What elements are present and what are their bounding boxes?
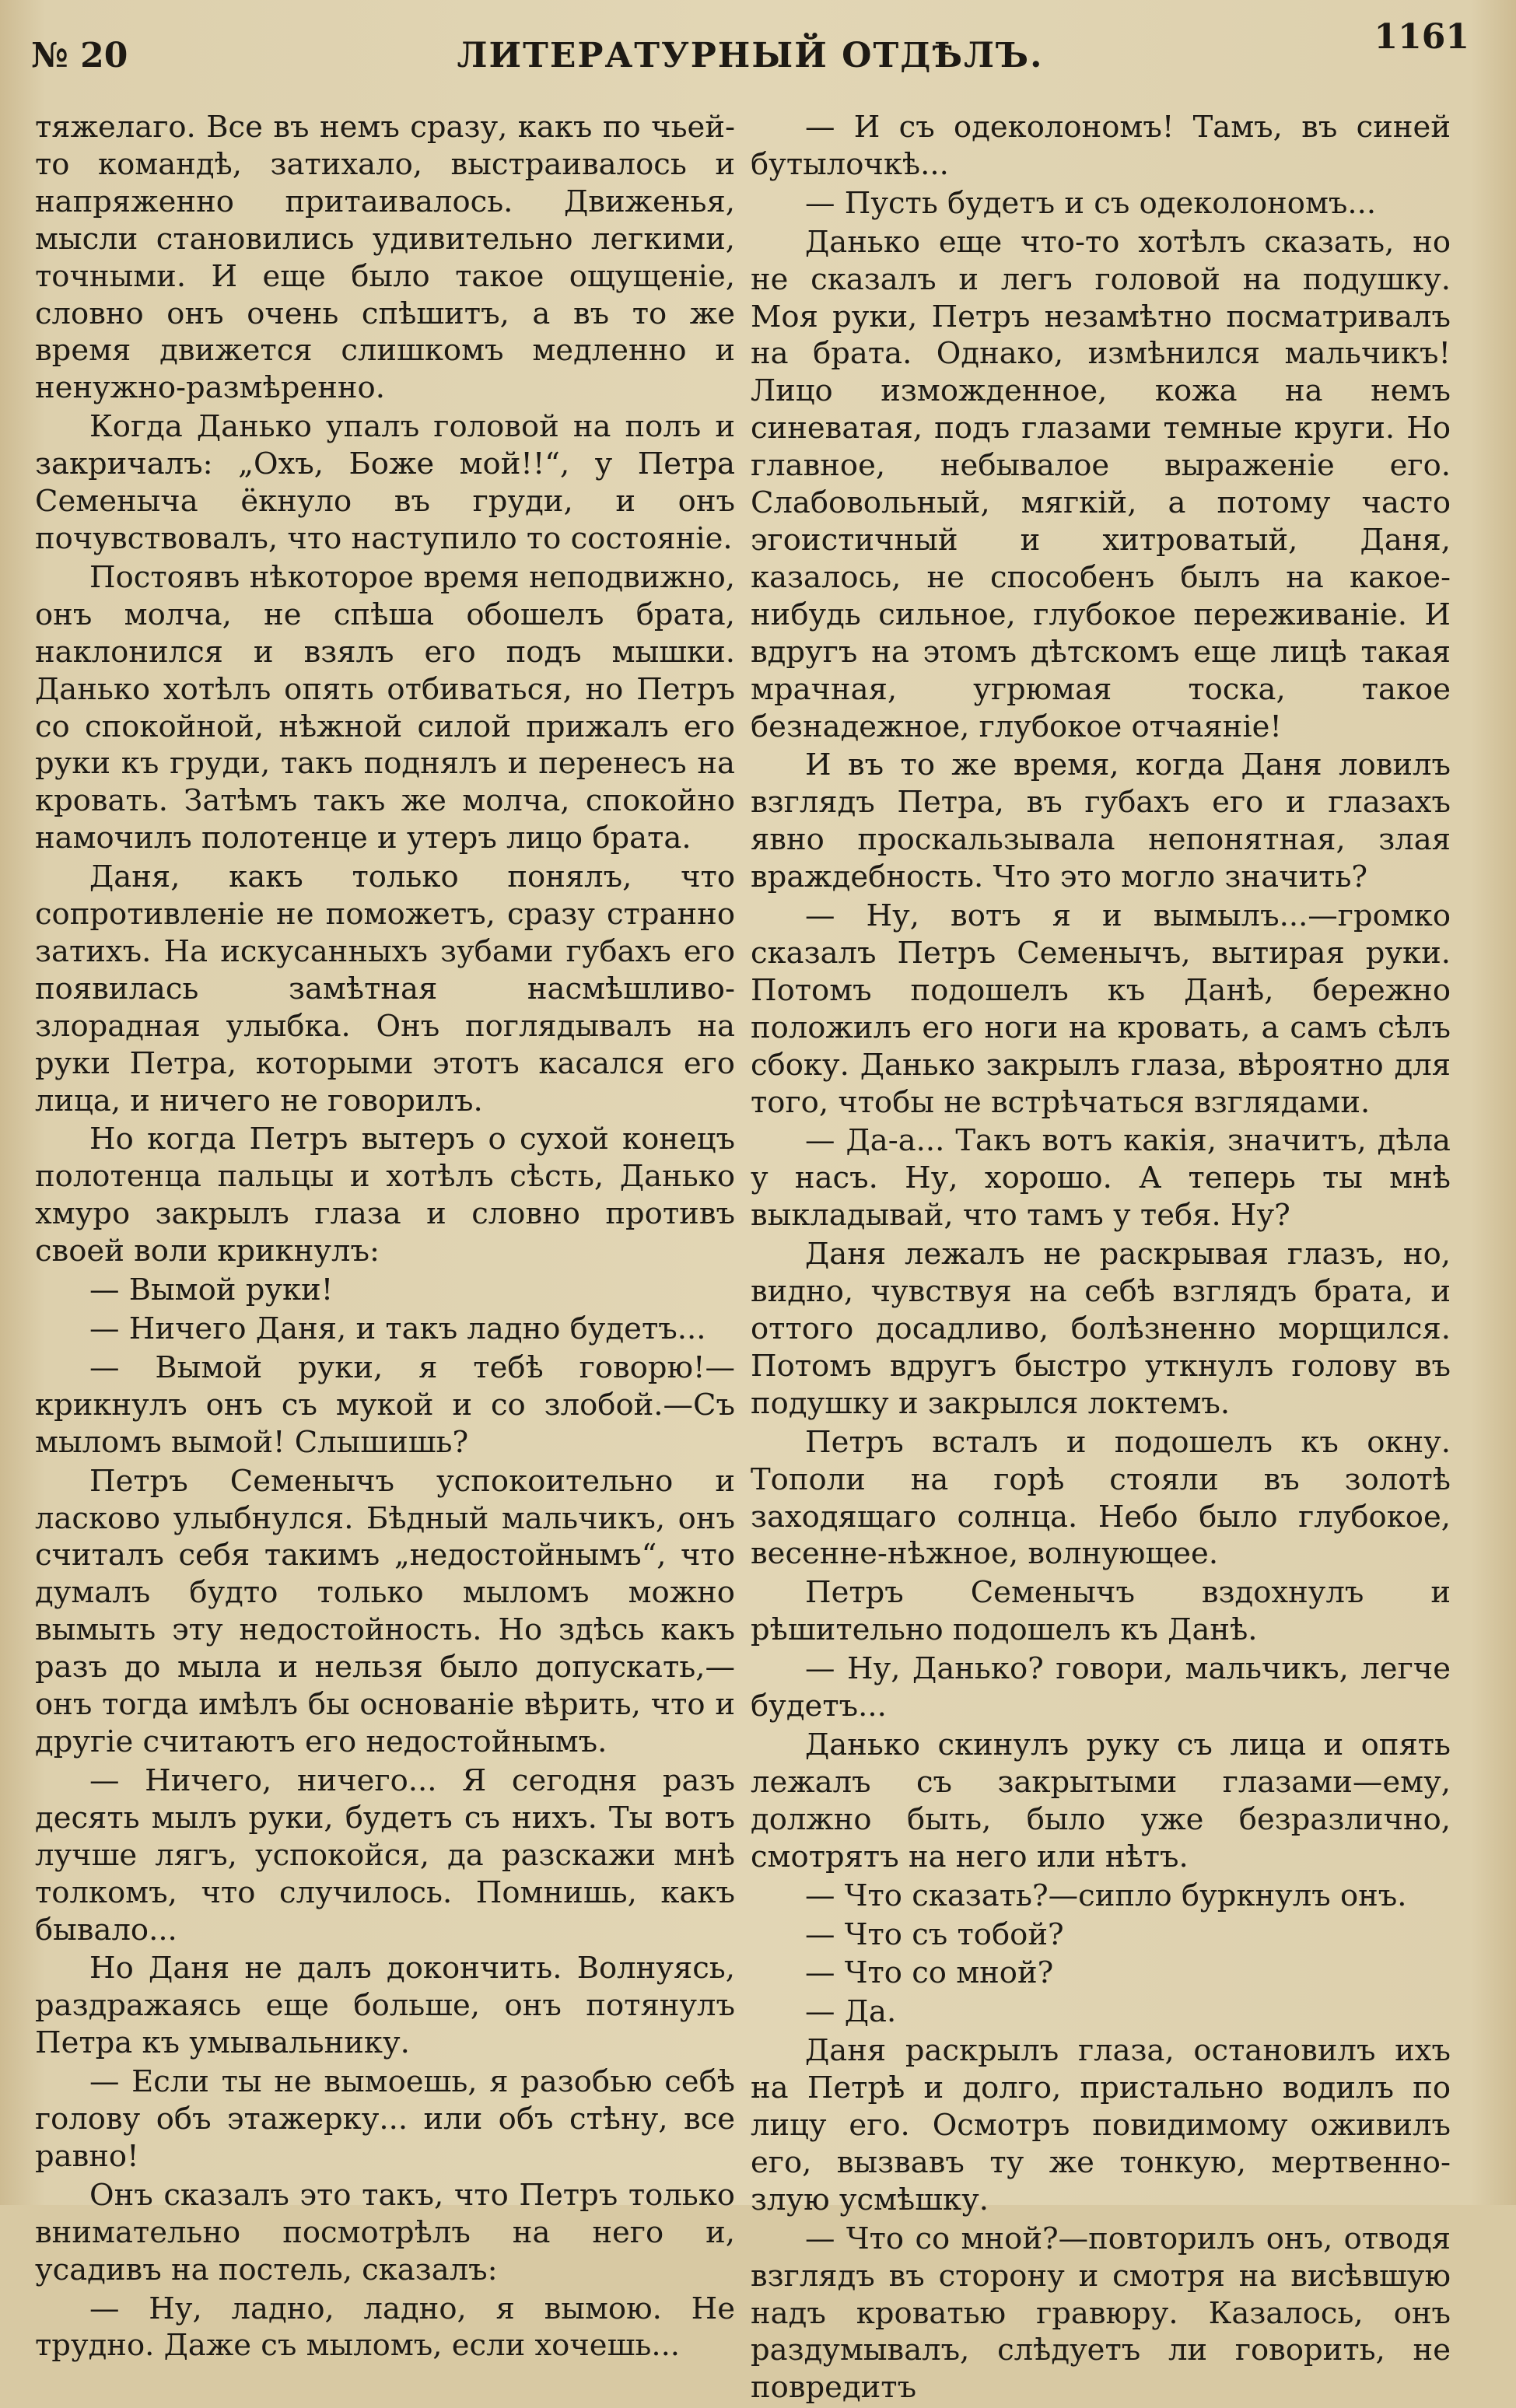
paragraph: — Пусть будетъ и съ одеколономъ... xyxy=(805,185,1377,221)
paragraph: Петръ всталъ и подошелъ къ окну. Тополи на горѣ стояли въ золотѣ заходящаго солнца. Небо было глубокое, весенне-нѣжное, волнующее. xyxy=(751,1424,1451,1572)
paragraph: Даня, какъ только понялъ, что сопротивленіе не поможетъ, сразу странно затихъ. На искусанныхъ зубами губахъ его появилась замѣтная насмѣшливо-злорадная улыбка. Онъ поглядывалъ на руки Петра, которыми этотъ касался его лица, и ничего не говорилъ. xyxy=(35,859,735,1118)
paragraph: Петръ Семенычъ вздохнулъ и рѣшительно подошелъ къ Данѣ. xyxy=(751,1575,1451,1648)
paragraph: — Да-а... Такъ вотъ какія, значитъ, дѣла у насъ. Ну, хорошо. А теперь ты мнѣ выкладывай, что тамъ у тебя. Ну? xyxy=(751,1123,1451,1234)
page-number: 1161 xyxy=(1374,17,1469,57)
left-column xyxy=(35,109,735,2366)
paragraph: Постоявъ нѣкоторое время неподвижно, онъ молча, не спѣша обошелъ брата, наклонился и взялъ его подъ мышки. Данько хотѣлъ опять отбиваться, но Петръ со спокойной, нѣжной силой прижалъ его руки къ груди, такъ поднялъ и перенесъ на кровать. Затѣмъ такъ же молча, спокойно намочилъ полотенце и утеръ лицо брата. xyxy=(35,559,735,856)
right-column xyxy=(751,109,1451,2408)
paragraph: — Что съ тобой? xyxy=(805,1916,1064,1952)
paragraph: — Ну, Данько? говори, мальчикъ, легче будетъ... xyxy=(751,1651,1451,1724)
paragraph: — Что со мной? xyxy=(805,1955,1054,1991)
section-title: ЛИТЕРАТУРНЫЙ ОТДѢЛЪ. xyxy=(457,36,1044,75)
paragraph: — Что со мной?—повторилъ онъ, отводя взглядъ въ сторону и смотря на висѣвшую надъ кроватью гравюру. Казалось, онъ раздумывалъ, слѣдуетъ ли говорить, не повредитъ xyxy=(751,2221,1451,2406)
paragraph: — И съ одеколономъ! Тамъ, въ синей бутылочкѣ... xyxy=(751,110,1451,182)
paragraph: — Ну, ладно, ладно, я вымою. Не трудно. Даже съ мыломъ, если хочешь... xyxy=(35,2291,735,2364)
page-header xyxy=(31,17,1469,75)
paragraph: — Вымой руки! xyxy=(89,1272,334,1308)
paragraph: — Если ты не вымоешь, я разобью себѣ голову объ этажерку... или объ стѣну, все равно! xyxy=(35,2064,735,2174)
paragraph: — Ничего Даня, и такъ ладно будетъ... xyxy=(89,1311,706,1346)
paragraph: Даня лежалъ не раскрывая глазъ, но, видно, чувствуя на себѣ взглядъ брата, и оттого досадливо, болѣзненно морщился. Потомъ вдругъ быстро уткнулъ голову въ подушку и закрылся локтемъ. xyxy=(751,1237,1451,1421)
paragraph: Но Даня не далъ докончить. Волнуясь, раздражаясь еще больше, онъ потянулъ Петра къ умывальнику. xyxy=(35,1951,735,2061)
paragraph: Но когда Петръ вытеръ о сухой конецъ полотенца пальцы и хотѣлъ сѣсть, Данько хмуро закрылъ глаза и словно противъ своей воли крикнулъ: xyxy=(35,1122,735,1269)
paragraph: — Вымой руки, я тебѣ говорю!—крикнулъ онъ съ мукой и со злобой.—Съ мыломъ вымой! Слышишь? xyxy=(35,1349,735,1460)
paragraph: И въ то же время, когда Даня ловилъ взглядъ Петра, въ губахъ его и глазахъ явно проскальзывала непонятная, злая враждебность. Что это могло значить? xyxy=(751,747,1451,895)
paragraph: тяжелаго. Все въ немъ сразу, какъ по чьей-то командѣ, затихало, выстраивалось и напряженно притаивалось. Движенья, мысли становились удивительно легкими, точными. И еще было такое ощущеніе, словно онъ очень спѣшитъ, а въ то же время движется слишкомъ медленно и ненужно-размѣренно. xyxy=(35,110,735,406)
paragraph: Данько скинулъ руку съ лица и опять лежалъ съ закрытыми глазами—ему, должно быть, было уже безразлично, смотрятъ на него или нѣтъ. xyxy=(751,1727,1451,1874)
paragraph: Петръ Семенычъ успокоительно и ласково улыбнулся. Бѣдный мальчикъ, онъ считалъ себя такимъ „недостойнымъ“, что думалъ будто только мыломъ можно вымыть эту недостойность. Но здѣсь какъ разъ до мыла и нельзя было допускать,—онъ тогда имѣлъ бы основаніе вѣрить, что и другіе считаютъ его недостойнымъ. xyxy=(35,1463,735,1759)
paragraph: Данько еще что-то хотѣлъ сказать, но не сказалъ и легъ головой на подушку. Моя руки, Петръ незамѣтно посматривалъ на брата. Однако, измѣнился мальчикъ! Лицо изможденное, кожа на немъ синеватая, подъ глазами темные круги. Но главное, небывалое выраженіе его. Слабовольный, мягкій, а потому часто эгоистичный и хитроватый, Даня, казалось, не способенъ былъ на какое-нибудь сильное, глубокое переживаніе. И вдругъ на этомъ дѣтскомъ еще лицѣ такая мрачная, угрюмая тоска, такое безнадежное, глубокое отчаяніе! xyxy=(751,224,1451,744)
paragraph: — Ну, вотъ я и вымылъ...—громко сказалъ Петръ Семенычъ, вытирая руки. Потомъ подошелъ къ Данѣ, бережно положилъ его ноги на кровать, а самъ сѣлъ сбоку. Данько закрылъ глаза, вѣроятно для того, чтобы не встрѣчаться взглядами. xyxy=(751,898,1451,1120)
paragraph: Онъ сказалъ это такъ, что Петръ только внимательно посмотрѣлъ на него и, усадивъ на постель, сказалъ: xyxy=(35,2177,735,2287)
paragraph: Когда Данько упалъ головой на полъ и закричалъ: „Охъ, Боже мой!!“, у Петра Семеныча ёкнуло въ груди, и онъ почувствовалъ, что наступило то состояніе. xyxy=(35,409,735,556)
paragraph: — Да. xyxy=(805,1994,897,2030)
paragraph: — Ничего, ничего... Я сегодня разъ десять мылъ руки, будетъ съ нихъ. Ты вотъ лучше лягъ, успокойся, да разскажи мнѣ толкомъ, что случилось. Помнишь, какъ бывало... xyxy=(35,1762,735,1948)
paragraph: Даня раскрылъ глаза, остановилъ ихъ на Петрѣ и долго, пристально водилъ по лицу его. Осмотръ повидимому оживилъ его, вызвавъ ту же тонкую, мертвенно-злую усмѣшку. xyxy=(751,2033,1451,2217)
issue-number: № 20 xyxy=(31,36,128,75)
paragraph: — Что сказать?—сипло буркнулъ онъ. xyxy=(805,1878,1407,1913)
